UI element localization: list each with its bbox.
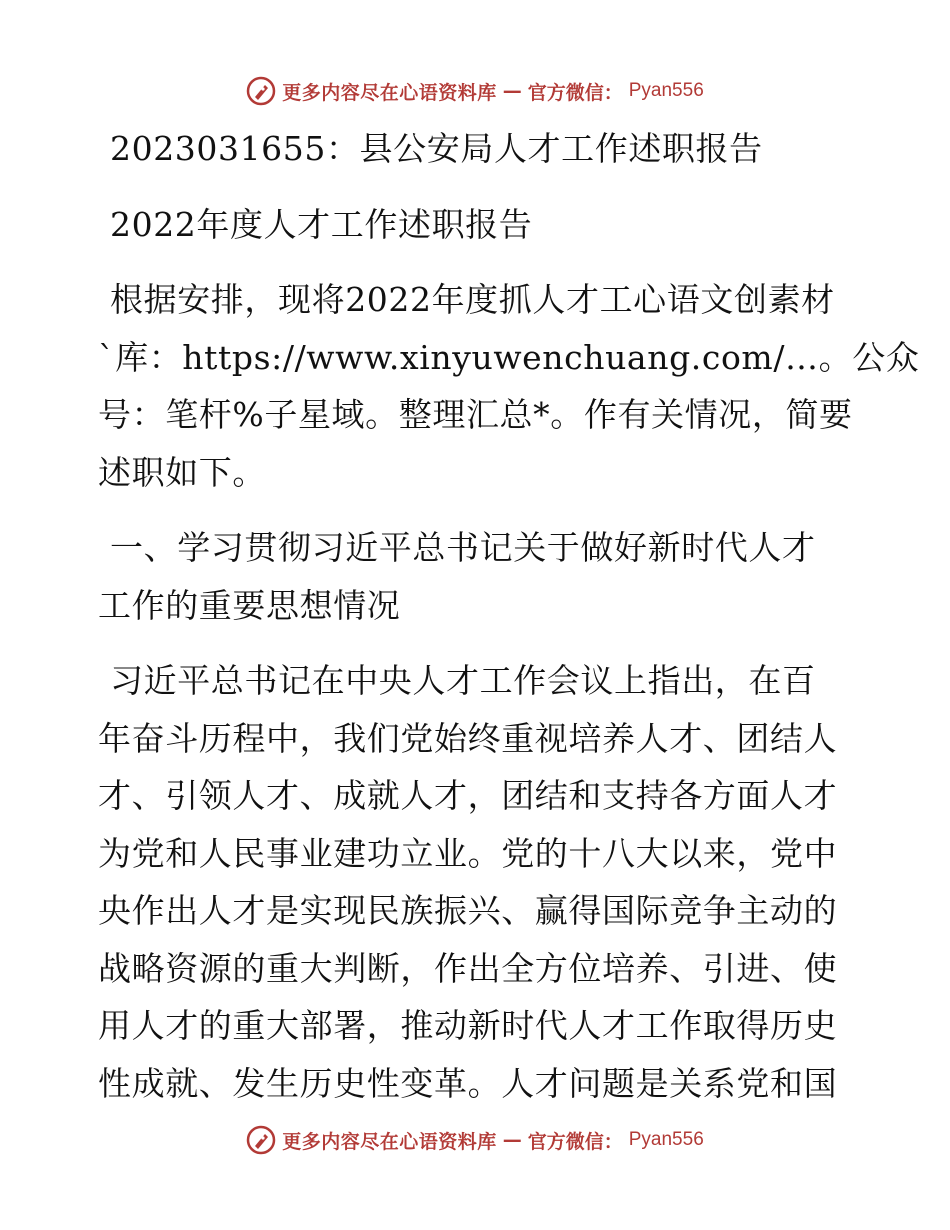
paragraph-line: 用人才的重大部署，推动新时代人才工作取得历史 — [98, 1006, 838, 1045]
paragraph-intro — [98, 271, 920, 501]
paragraph-section-1 — [98, 652, 858, 1112]
watermark-separator: — — [502, 1129, 522, 1151]
paragraph-line: 为党和人民事业建功立业。党的十八大以来，党中 — [98, 833, 838, 873]
watermark-brand-text: 更多内容尽在心语资料库 — [282, 81, 497, 104]
watermark-brand-text: 更多内容尽在心语资料库 — [282, 1130, 497, 1153]
paragraph-line: 战略资源的重大判断，作出全方位培养、引进、使 — [98, 948, 838, 988]
section-heading-1 — [98, 519, 858, 634]
watermark-wechat-id: Pyan556 — [628, 1129, 704, 1150]
pen-nib-logo-icon — [246, 76, 276, 106]
watermark-wechat-label: 官方微信： — [527, 1130, 623, 1153]
paragraph-line: 才、引领人才、成就人才，团结和支持各方面人才 — [98, 776, 838, 815]
heading-line: 一、学习贯彻习近平总书记关于做好新时代人才 — [110, 528, 816, 567]
document-subtitle: 2022年度人才工作述职报告 — [110, 204, 533, 244]
watermark-wechat-label: 官方微信： — [527, 81, 623, 104]
heading-line: 工作的重要思想情况 — [98, 585, 401, 625]
document-title: 2023031655：县公安局人才工作述职报告 — [110, 129, 763, 168]
paragraph-line: 习近平总书记在中央人才工作会议上指出，在百 — [110, 661, 816, 700]
paragraph-line: `库：https://www.xinyuwenchuang.com/…。公众 — [98, 337, 920, 377]
document-body — [98, 120, 920, 1112]
paragraph-line: 央作出人才是实现民族振兴、赢得国际竞争主动的 — [98, 891, 838, 930]
paragraph-line: 年奋斗历程中，我们党始终重视培养人才、团结人 — [98, 718, 838, 758]
footer-watermark — [0, 1122, 950, 1158]
paragraph-line: 根据安排，现将2022年度抓人才工心语文创素材 — [110, 280, 835, 319]
pen-nib-logo-icon — [246, 1125, 276, 1155]
paragraph-line: 述职如下。 — [98, 452, 266, 492]
watermark-wechat-id: Pyan556 — [628, 80, 704, 101]
header-watermark — [0, 73, 950, 109]
watermark-separator: — — [502, 80, 522, 102]
paragraph-line: 性成就、发生历史性变革。人才问题是关系党和国 — [98, 1063, 838, 1103]
paragraph-line: 号：笔杆%子星域。整理汇总*。作有关情况，简要 — [98, 395, 853, 434]
